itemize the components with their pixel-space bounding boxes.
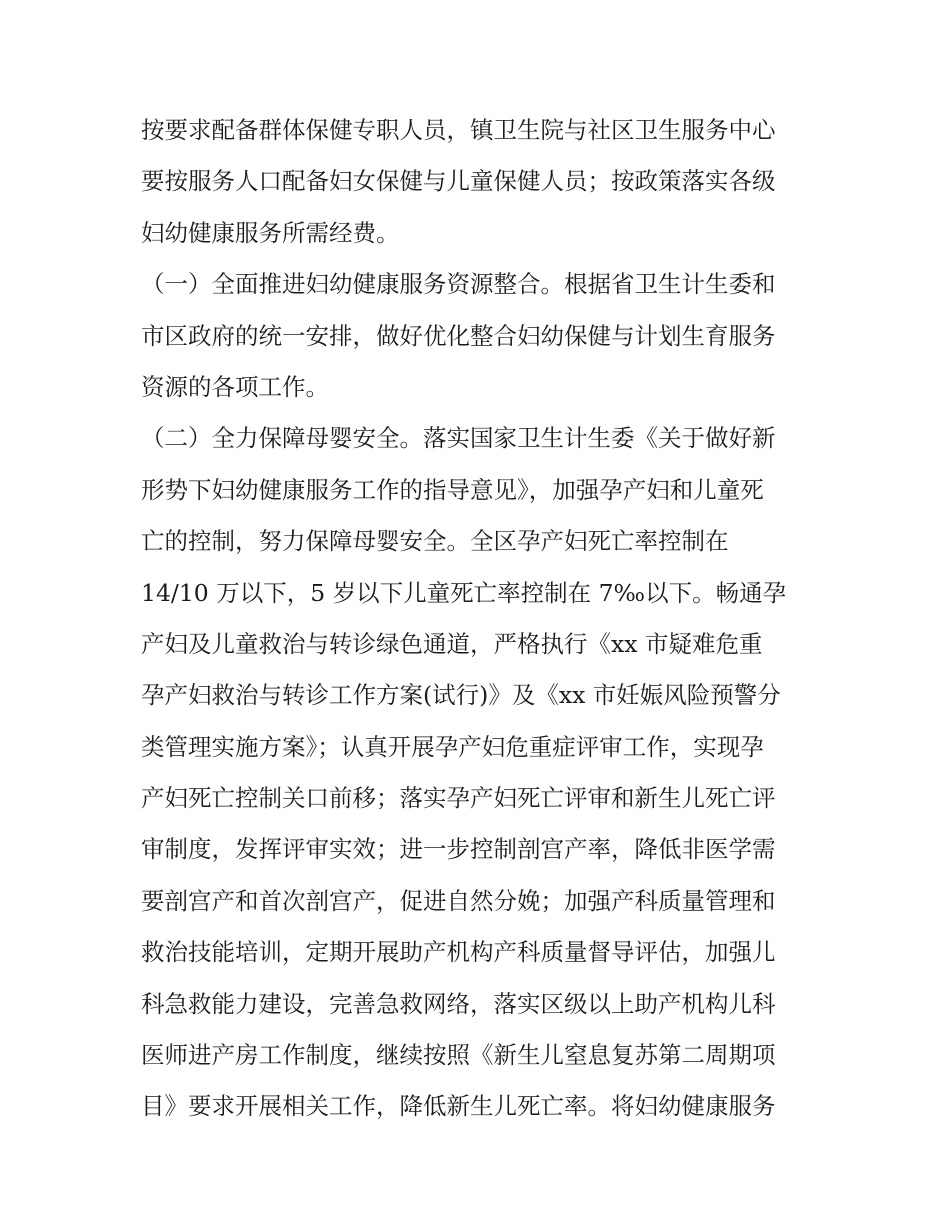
text-line: 产妇及儿童救治与转诊绿色通道，严格执行《xx 市疑难危重: [141, 629, 763, 658]
text-line: 要剖宫产和首次剖宫产，促进自然分娩；加强产科质量管理和: [141, 886, 776, 915]
text-line: 亡的控制，努力保障母婴安全。全区孕产妇死亡率控制在: [141, 527, 729, 556]
text-line: 资源的各项工作。: [141, 372, 329, 401]
text-line: 科急救能力建设，完善急救网络，落实区级以上助产机构儿科: [141, 989, 776, 1018]
text-line: 妇幼健康服务所需经费。: [141, 218, 400, 247]
text-line: 14/10 万以下，5 岁以下儿童死亡率控制在 7‰以下。畅通孕: [141, 578, 787, 607]
text-line: 审制度，发挥评审实效；进一步控制剖宫产率，降低非医学需: [141, 835, 776, 864]
text-line: 孕产妇救治与转诊工作方案(试行)》及《xx 市妊娠风险预警分: [141, 681, 781, 710]
text-line: 形势下妇幼健康服务工作的指导意见》，加强孕产妇和儿童死: [141, 475, 764, 504]
document-body: [141, 108, 821, 1136]
text-line: 救治技能培训，定期开展助产机构产科质量督导评估，加强儿: [141, 938, 776, 967]
text-line: 医师进产房工作制度，继续按照《新生儿窒息复苏第二周期项: [141, 1041, 776, 1070]
text-line: （一）全面推进妇幼健康服务资源整合。根据省卫生计生委和: [141, 270, 776, 299]
text-line: 类管理实施方案》；认真开展孕产妇危重症评审工作，实现孕: [141, 732, 764, 761]
text-line: （二）全力保障母婴安全。落实国家卫生计生委《关于做好新: [141, 424, 776, 453]
text-line: 产妇死亡控制关口前移；落实孕产妇死亡评审和新生儿死亡评: [141, 784, 776, 813]
text-line: 按要求配备群体保健专职人员，镇卫生院与社区卫生服务中心: [141, 116, 776, 144]
text-line: 市区政府的统一安排，做好优化整合妇幼保健与计划生育服务: [141, 321, 776, 350]
text-line: 要按服务人口配备妇女保健与儿童保健人员；按政策落实各级: [141, 167, 776, 196]
text-line: 目》要求开展相关工作，降低新生儿死亡率。将妇幼健康服务: [141, 1092, 776, 1121]
